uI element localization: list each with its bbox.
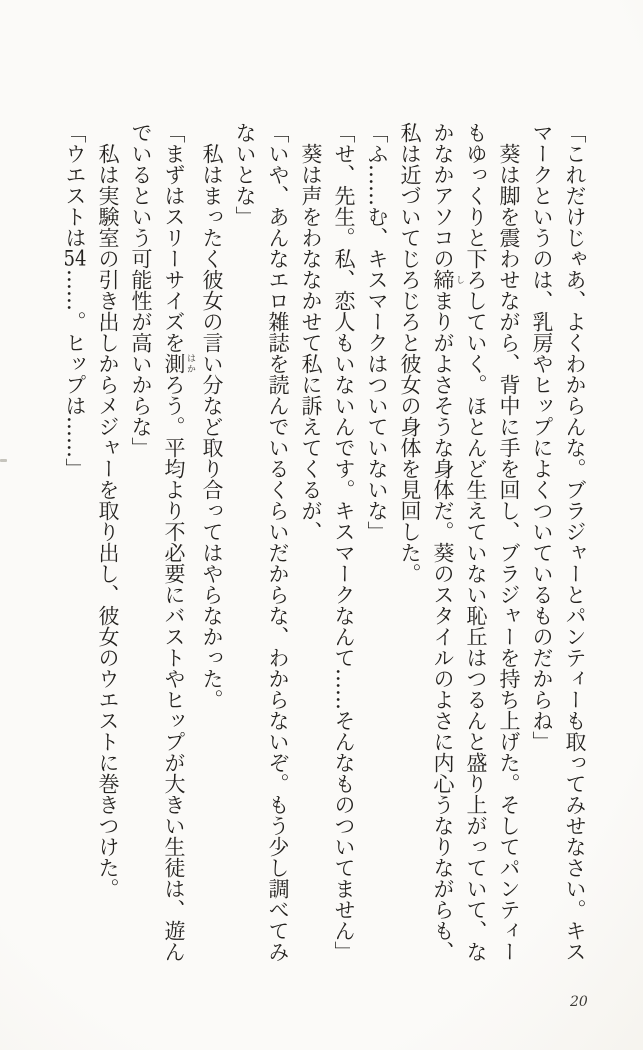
- paragraph-quote: 「これだけじゃあ、よくわからんな。ブラジャーとパンティーも取ってみせなさい。キスマークというのは、乳房やヒップによくついているものだからね」: [530, 122, 587, 962]
- paragraph-narrative: 葵は声をわななかせて私に訴えてくるが、: [299, 143, 323, 542]
- ruby-furigana: し: [454, 269, 464, 290]
- paragraph-quote: 「せ、先生。私、恋人もいないんです。キスマークなんて……そんなものついてません」: [332, 122, 356, 962]
- ruby-annotation: [162, 353, 195, 374]
- vertical-text-block: [63, 122, 591, 962]
- paragraph-quote: 「ふ……む、キスマークはついていないな」: [365, 122, 389, 542]
- ruby-base: 締: [431, 269, 455, 290]
- ruby-annotation: [431, 269, 464, 290]
- paragraph-narrative: [393, 122, 525, 962]
- paragraph-narrative: 私は実験室の引き出しからメジャーを取り出し、彼女のウエストに巻きつけた。: [96, 143, 120, 899]
- paragraph-text: 「ウエストは: [63, 122, 87, 248]
- paragraph-quote: 「いや、あんなエロ雑誌を読んでいるくらいだからな、わからないぞ。もう少し調べてみないとな」: [233, 122, 290, 962]
- paragraph-narrative: 私はまったく彼女の言い分など取り合ってはやらなかった。: [200, 143, 224, 710]
- page-number: 20: [570, 994, 588, 1010]
- ruby-furigana: はか: [185, 353, 195, 374]
- paragraph-text: ……。ヒップは……」: [63, 269, 87, 479]
- tatechuyoko-number: 54: [63, 248, 87, 269]
- scan-artifact-mark: [0, 459, 7, 462]
- paragraph-text: 葵は脚を震わせながら、背中に手を回し、ブラジャーを持ち上げた。そしてパンティーもゆっくりと下ろしていく。ほとんど生えていない恥丘はつるんと盛り上がっていて、なかなかアソコの: [431, 122, 521, 962]
- ruby-base: 測: [162, 353, 186, 374]
- paragraph-quote: [58, 122, 91, 962]
- paragraph-text: 「まずはスリーサイズを: [162, 122, 186, 353]
- paragraph-quote: [124, 122, 195, 962]
- paragraph-text: ろう。平均より不必要にバストやヒップが大きい生徒は、遊んでいるという可能性が高いからな」: [129, 122, 186, 962]
- paragraph-text: まりがよさそうな身体だ。葵のスタイルのよさに内心うなりながらも、私は近づいてじろじろと彼女の身体を見回した。: [398, 122, 455, 962]
